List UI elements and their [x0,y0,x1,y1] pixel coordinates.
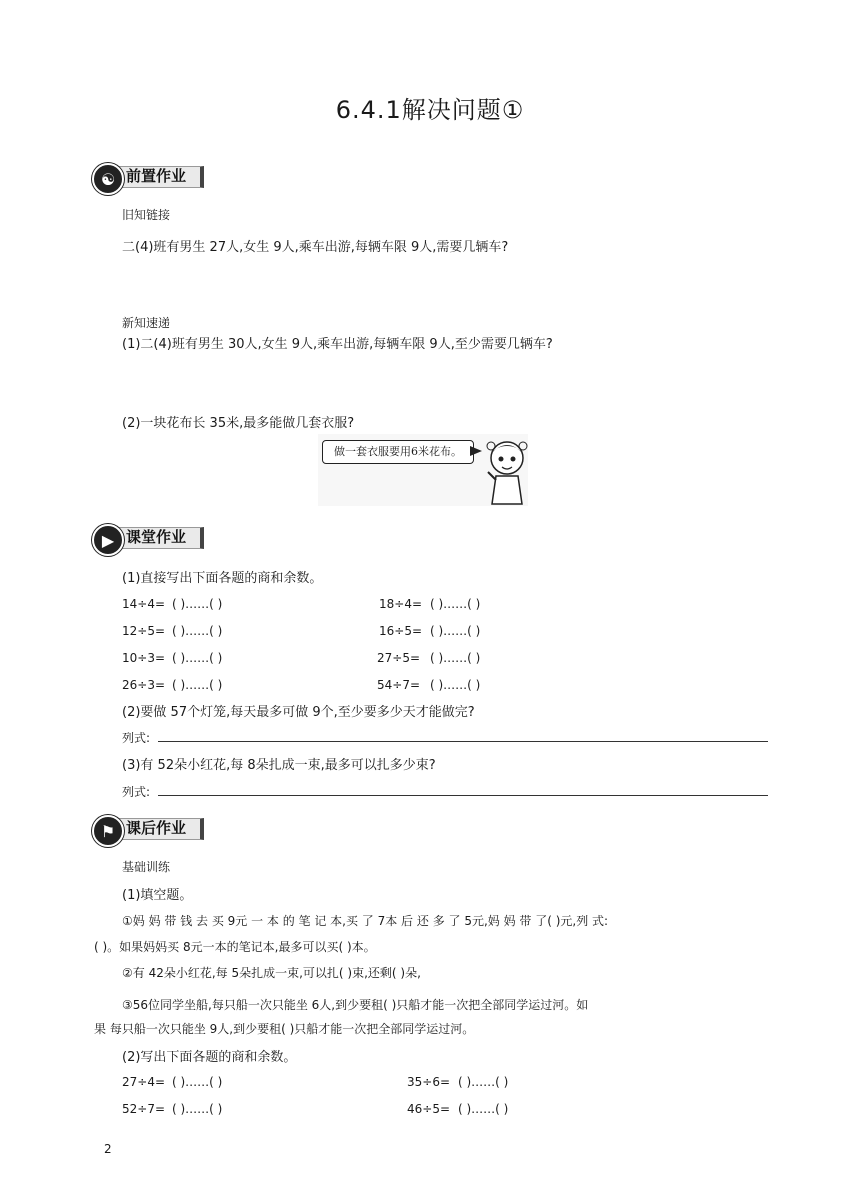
section-badge-after [92,815,210,843]
fill-question-1-line-1: ①妈 妈 带 钱 去 买 9元 一 本 的 笔 记 本,买 了 7本 后 还 多 了 5元,妈 妈 带 了( )元,列 式: [122,914,609,928]
after-division-right-1: 35÷6= [407,1075,451,1089]
section-badge-pre [92,163,210,191]
fill-question-3-line-2: 果 每只船一次只能坐 9人,到少要租( )只船才能一次把全部同学运过河。 [94,1022,475,1036]
answer-blank[interactable]: ( )……( ) [430,624,481,638]
answer-blank[interactable]: ( )……( ) [172,1102,223,1116]
old-knowledge-question: 二(4)班有男生 27人,女生 9人,乘车出游,每辆车限 9人,需要几辆车? [122,240,509,255]
division-right-1: 18÷4= [379,597,423,611]
page-number: 2 [104,1142,112,1156]
classwork-q2: (2)要做 57个灯笼,每天最多可做 9个,至少要多少天才能做完? [122,705,475,720]
fill-blank-title: (1)填空题。 [122,888,193,903]
section-title-class: 课堂作业 [126,528,187,546]
swirl-icon: ☯ [92,163,124,195]
fill-question-2: ②有 42朵小红花,每 5朵扎成一束,可以扎( )束,还剩( )朵, [122,966,421,980]
answer-blank[interactable]: ( )……( ) [172,651,223,665]
answer-blank[interactable]: ( )……( ) [430,678,481,692]
page-title: 6.4.1解决问题① [335,96,525,124]
classwork-q3: (3)有 52朵小红花,每 8朵扎成一束,最多可以扎多少束? [122,758,436,773]
section-title-after: 课后作业 [126,819,187,837]
answer-blank[interactable]: ( )……( ) [458,1075,509,1089]
division-left-1: 14÷4= [122,597,166,611]
classwork-q1: (1)直接写出下面各题的商和余数。 [122,571,323,586]
after-q2: (2)写出下面各题的商和余数。 [122,1050,297,1065]
new-knowledge-label: 新知速递 [122,316,171,330]
answer-blank[interactable]: ( )……( ) [172,1075,223,1089]
answer-blank[interactable]: ( )……( ) [458,1102,509,1116]
answer-blank[interactable]: ( )……( ) [172,597,223,611]
answer-blank[interactable]: ( )……( ) [430,651,481,665]
division-right-2: 16÷5= [379,624,423,638]
answer-blank[interactable]: ( )……( ) [172,624,223,638]
runner-icon: ⚑ [92,815,124,847]
fill-question-3-line-1: ③56位同学坐船,每只船一次只能坐 6人,到少要租( )只船才能一次把全部同学运过河。如 [122,998,589,1012]
old-knowledge-label: 旧知链接 [122,208,171,222]
fill-question-1-line-2: ( )。如果妈妈买 8元一本的笔记本,最多可以买( )本。 [94,940,376,954]
answer-blank[interactable]: ( )……( ) [430,597,481,611]
division-left-2: 12÷5= [122,624,166,638]
after-division-left-1: 27÷4= [122,1075,166,1089]
answer-blank[interactable]: ( )……( ) [172,678,223,692]
basic-training-label: 基础训练 [122,860,171,874]
division-right-4: 54÷7= [377,678,421,692]
section-badge-class [92,524,210,552]
formula-label: 列式: [122,731,151,745]
girl-illustration [482,432,532,508]
after-division-left-2: 52÷7= [122,1102,166,1116]
after-division-right-2: 46÷5= [407,1102,451,1116]
new-question-2: (2)一块花布长 35米,最多能做几套衣服? [122,416,355,431]
formula-label: 列式: [122,785,151,799]
formula-line[interactable] [158,795,768,796]
formula-line[interactable] [158,741,768,742]
division-right-3: 27÷5= [377,651,421,665]
speech-bubble: 做一套衣服要用6米花布。 [322,440,474,464]
division-left-3: 10÷3= [122,651,166,665]
play-icon: ▶ [92,524,124,556]
division-left-4: 26÷3= [122,678,166,692]
speech-bubble-tail [470,446,482,456]
new-question-1: (1)二(4)班有男生 30人,女生 9人,乘车出游,每辆车限 9人,至少需要几辆车? [122,337,553,352]
section-title-pre: 前置作业 [126,167,187,185]
